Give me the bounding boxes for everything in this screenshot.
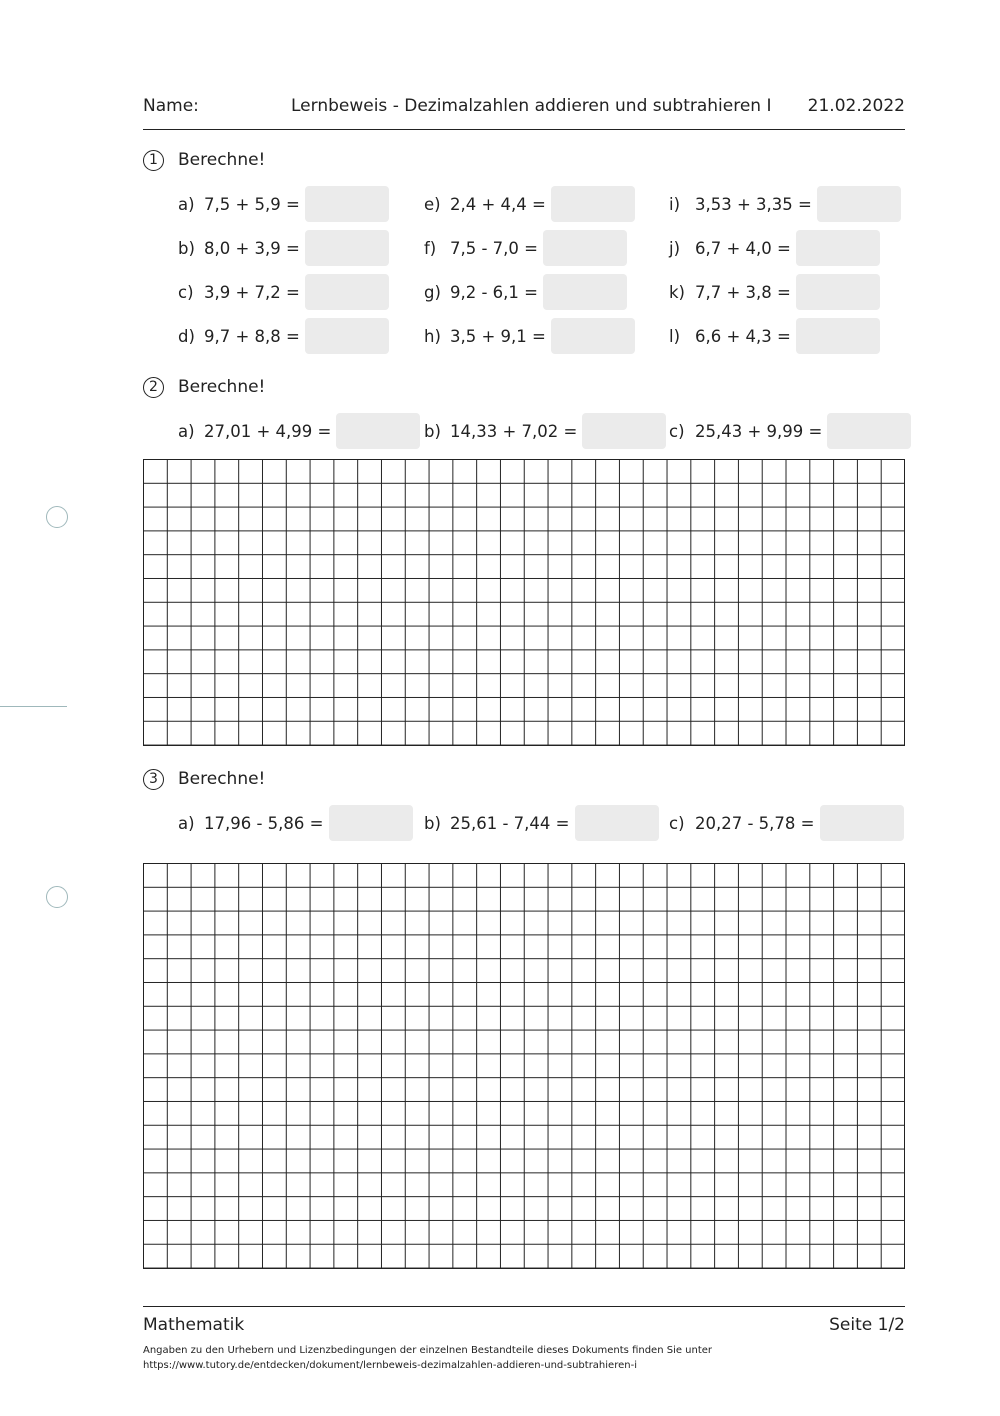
task-1d bbox=[178, 318, 389, 354]
task-label: e) bbox=[424, 194, 441, 214]
answer-box[interactable] bbox=[305, 274, 389, 310]
task-3c bbox=[669, 805, 904, 841]
task-label: a) bbox=[178, 194, 195, 214]
task-3a bbox=[178, 805, 413, 841]
task-2c bbox=[669, 413, 911, 449]
section2-title: Berechne! bbox=[178, 377, 266, 397]
section1-number: 1 bbox=[143, 150, 164, 171]
task-1g bbox=[424, 274, 627, 310]
footer-rule bbox=[143, 1306, 905, 1307]
attribution-link[interactable]: https://www.tutory.de/entdecken/dokument/lernbeweis-dezimalzahlen-addieren-und-subtrahieren-i bbox=[143, 1360, 637, 1371]
task-label: h) bbox=[424, 326, 441, 346]
task-label: c) bbox=[178, 282, 194, 302]
answer-box[interactable] bbox=[817, 186, 901, 222]
answer-box[interactable] bbox=[551, 186, 635, 222]
header-rule bbox=[143, 129, 905, 130]
task-label: c) bbox=[669, 813, 685, 833]
task-label: b) bbox=[424, 813, 441, 833]
task-expression: 7,5 - 7,0 = bbox=[450, 238, 538, 258]
task-expression: 17,96 - 5,86 = bbox=[204, 813, 324, 833]
task-label: c) bbox=[669, 421, 685, 441]
task-2b bbox=[424, 413, 666, 449]
task-expression: 20,27 - 5,78 = bbox=[695, 813, 815, 833]
task-expression: 14,33 + 7,02 = bbox=[450, 421, 578, 441]
task-expression: 7,5 + 5,9 = bbox=[204, 194, 300, 214]
answer-box[interactable] bbox=[820, 805, 904, 841]
task-label: g) bbox=[424, 282, 441, 302]
punch-hole-bottom bbox=[46, 886, 68, 908]
task-expression: 3,5 + 9,1 = bbox=[450, 326, 546, 346]
answer-box[interactable] bbox=[796, 230, 880, 266]
grid-area-section2[interactable] bbox=[143, 459, 905, 746]
task-1i bbox=[669, 186, 901, 222]
section1-title: Berechne! bbox=[178, 150, 266, 170]
answer-box[interactable] bbox=[827, 413, 911, 449]
task-2a bbox=[178, 413, 420, 449]
task-expression: 6,6 + 4,3 = bbox=[695, 326, 791, 346]
task-expression: 2,4 + 4,4 = bbox=[450, 194, 546, 214]
task-expression: 6,7 + 4,0 = bbox=[695, 238, 791, 258]
task-label: f) bbox=[424, 238, 437, 258]
answer-box[interactable] bbox=[305, 318, 389, 354]
task-expression: 25,61 - 7,44 = bbox=[450, 813, 570, 833]
page-title: Lernbeweis - Dezimalzahlen addieren und subtrahieren I bbox=[291, 96, 772, 116]
task-1a bbox=[178, 186, 389, 222]
attribution-text: Angaben zu den Urhebern und Lizenzbedingungen der einzelnen Bestandteile dieses Dokuments finden Sie unter bbox=[143, 1345, 713, 1356]
task-expression: 25,43 + 9,99 = bbox=[695, 421, 823, 441]
answer-box[interactable] bbox=[336, 413, 420, 449]
answer-box[interactable] bbox=[305, 186, 389, 222]
answer-box[interactable] bbox=[543, 274, 627, 310]
answer-box[interactable] bbox=[796, 274, 880, 310]
task-1k bbox=[669, 274, 880, 310]
task-1h bbox=[424, 318, 635, 354]
task-label: b) bbox=[424, 421, 441, 441]
task-1l bbox=[669, 318, 880, 354]
answer-box[interactable] bbox=[575, 805, 659, 841]
task-label: a) bbox=[178, 813, 195, 833]
punch-hole-top bbox=[46, 506, 68, 528]
subject: Mathematik bbox=[143, 1315, 245, 1335]
task-label: k) bbox=[669, 282, 685, 302]
task-1e bbox=[424, 186, 635, 222]
task-label: l) bbox=[669, 326, 681, 346]
task-1b bbox=[178, 230, 389, 266]
task-label: a) bbox=[178, 421, 195, 441]
answer-box[interactable] bbox=[543, 230, 627, 266]
answer-box[interactable] bbox=[305, 230, 389, 266]
grid-area-section3[interactable] bbox=[143, 863, 905, 1269]
task-expression: 3,53 + 3,35 = bbox=[695, 194, 812, 214]
answer-box[interactable] bbox=[796, 318, 880, 354]
task-1j bbox=[669, 230, 880, 266]
task-label: b) bbox=[178, 238, 195, 258]
task-label: d) bbox=[178, 326, 195, 346]
task-expression: 9,7 + 8,8 = bbox=[204, 326, 300, 346]
task-expression: 3,9 + 7,2 = bbox=[204, 282, 300, 302]
answer-box[interactable] bbox=[582, 413, 666, 449]
task-expression: 7,7 + 3,8 = bbox=[695, 282, 791, 302]
task-expression: 27,01 + 4,99 = bbox=[204, 421, 332, 441]
task-expression: 8,0 + 3,9 = bbox=[204, 238, 300, 258]
task-label: j) bbox=[669, 238, 681, 258]
task-expression: 9,2 - 6,1 = bbox=[450, 282, 538, 302]
answer-box[interactable] bbox=[551, 318, 635, 354]
section3-number: 3 bbox=[143, 769, 164, 790]
date: 21.02.2022 bbox=[807, 96, 905, 116]
task-1c bbox=[178, 274, 389, 310]
task-label: i) bbox=[669, 194, 681, 214]
section3-title: Berechne! bbox=[178, 769, 266, 789]
name-label: Name: bbox=[143, 96, 199, 116]
page-number: Seite 1/2 bbox=[829, 1315, 905, 1335]
fold-mark bbox=[0, 706, 67, 707]
answer-box[interactable] bbox=[329, 805, 413, 841]
task-1f bbox=[424, 230, 627, 266]
section2-number: 2 bbox=[143, 377, 164, 398]
task-3b bbox=[424, 805, 659, 841]
